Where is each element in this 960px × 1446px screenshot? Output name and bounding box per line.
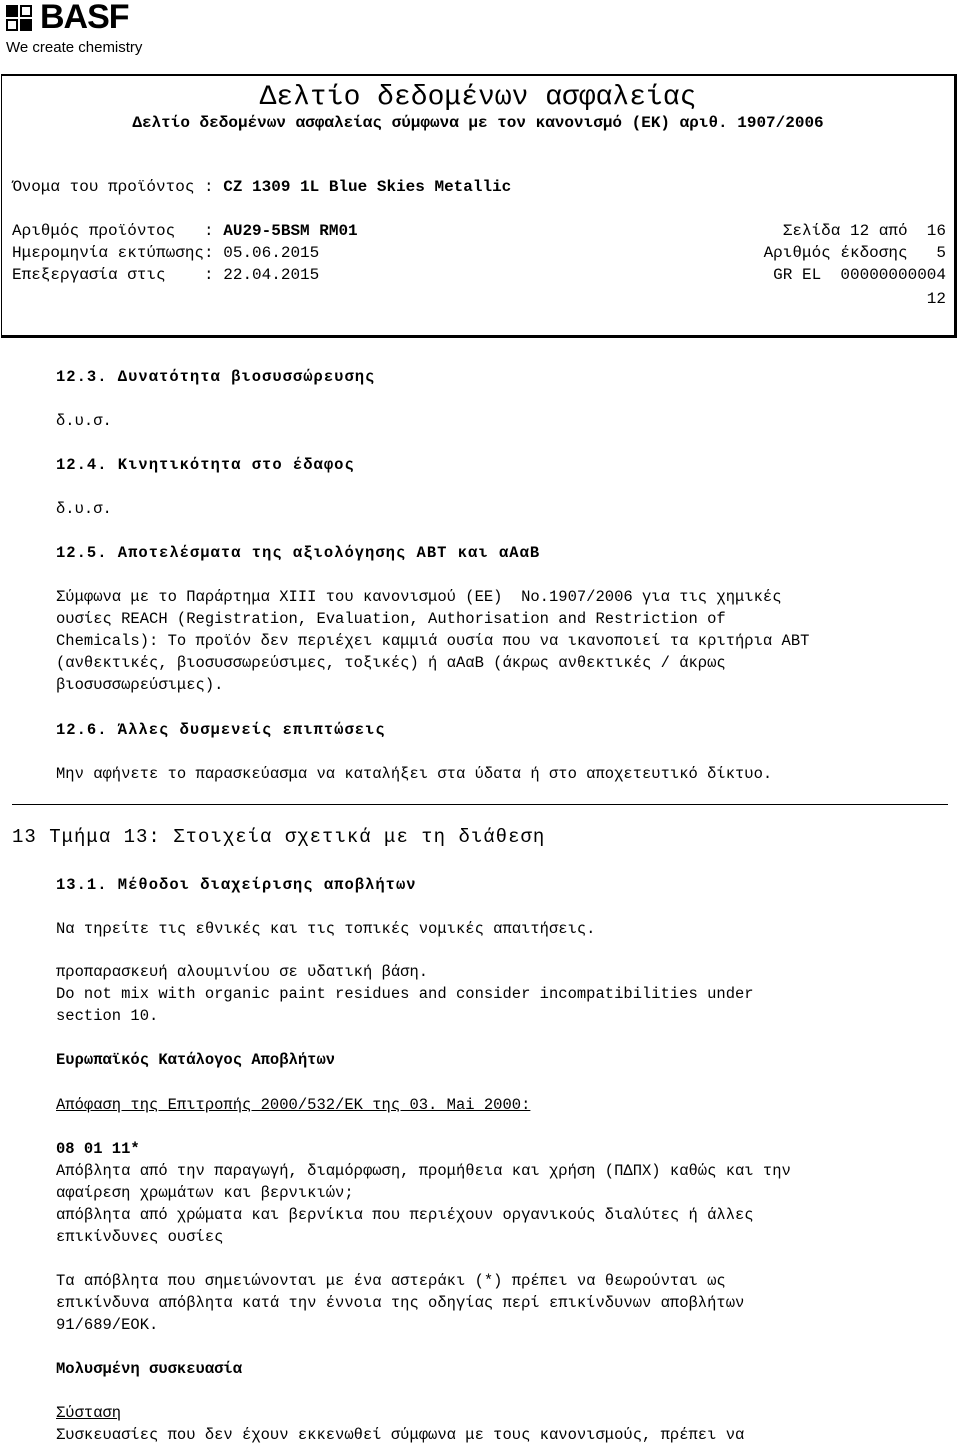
- ewc-line: Απόβλητα από την παραγωγή, διαμόρφωση, προμήθεια και χρήση (ΠΔΠΧ) καθώς και την: [56, 1162, 791, 1180]
- brand-logo: [4, 2, 204, 58]
- packaging-title: Μολυσμένη συσκευασία: [56, 1360, 243, 1378]
- print-date: 05.06.2015: [223, 244, 320, 262]
- section-13-1-line: section 10.: [56, 1007, 159, 1025]
- section-12-5-line: (ανθεκτικές, βιοσυσσωρεύσιμες, τοξικές) ή αΑαΒ (άκρως ανθεκτικές / άκρως: [56, 654, 726, 672]
- section-12-5-line: Chemicals): Το προϊόν δεν περιέχει καμμιά ουσία που να ικανοποιεί τα κριτήρια ΑΒΤ: [56, 632, 810, 650]
- section-12-4-text: δ.υ.σ.: [56, 500, 112, 518]
- document-header: [1, 74, 957, 338]
- section-13-1-text: Να τηρείτε τις εθνικές και τις τοπικές νομικές απαιτήσεις.: [56, 920, 596, 938]
- print-date-label: Ημερομηνία εκτύπωσης:: [12, 244, 224, 262]
- ewc-line: επικίνδυνες ουσίες: [56, 1228, 224, 1246]
- product-name-label: Όνομα του προϊόντος :: [12, 178, 224, 196]
- product-number-label: Αριθμός προϊόντος :: [12, 222, 224, 240]
- section-12-5-line: ουσίες REACH (Registration, Evaluation, Authorisation and Restriction of: [56, 610, 726, 628]
- document-code: GR EL 00000000004: [773, 266, 946, 284]
- section-12-3-text: δ.υ.σ.: [56, 412, 112, 430]
- section-12-4-title: 12.4. Κινητικότητα στο έδαφος: [56, 456, 355, 474]
- document-subtitle: Δελτίο δεδομένων ασφαλείας σύμφωνα με τον κανονισμό (ΕΚ) αριθ. 1907/2006: [132, 114, 824, 132]
- document-title: Δελτίο δεδομένων ασφαλείας: [259, 82, 697, 113]
- section-12-5-title: 12.5. Αποτελέσματα της αξιολόγησης ΑΒΤ και αΑαΒ: [56, 544, 541, 562]
- product-name-row: [12, 178, 946, 196]
- recommendation-text: Συσκευασίες που δεν έχουν εκκενωθεί σύμφωνα με τους κανονισμούς, πρέπει να: [56, 1426, 745, 1444]
- ewc-title: Ευρωπαϊκός Κατάλογος Αποβλήτων: [56, 1051, 336, 1069]
- section-13-1-line: Do not mix with organic paint residues and consider incompatibilities under: [56, 985, 754, 1003]
- product-number: AU29-5BSM RM01: [223, 222, 358, 240]
- hazard-note-line: 91/689/ΕΟΚ.: [56, 1316, 159, 1334]
- section-13-1-title: 13.1. Μέθοδοι διαχείρισης αποβλήτων: [56, 876, 417, 894]
- revision-date: 22.04.2015: [223, 266, 320, 284]
- section-divider: [12, 804, 948, 805]
- recommendation-label: Σύσταση: [56, 1404, 122, 1422]
- hazard-note-line: Τα απόβλητα που σημειώνονται με ένα αστεράκι (*) πρέπει να θεωρούνται ως: [56, 1272, 726, 1290]
- page-number: Σελίδα 12 από 16: [782, 222, 946, 240]
- section-13-1-line: προπαρασκευή αλουμινίου σε υδατική βάση.: [56, 963, 429, 981]
- revision-date-label: Επεξεργασία στις :: [12, 266, 224, 284]
- section-13-title: 13 Τμήμα 13: Στοιχεία σχετικά με τη διάθεση: [12, 826, 546, 848]
- ewc-line: αφαίρεση χρωμάτων και βερνικιών;: [56, 1184, 354, 1202]
- section-12-6-title: 12.6. Άλλες δυσμενείς επιπτώσεις: [56, 721, 386, 739]
- hazard-note-line: επικίνδυνα απόβλητα κατά την έννοια της οδηγίας περί επικίνδυνων αποβλήτων: [56, 1294, 745, 1312]
- document-code-suffix: 12: [926, 290, 946, 308]
- product-name: CZ 1309 1L Blue Skies Metallic: [223, 178, 512, 196]
- version-number: Αριθμός έκδοσης 5: [763, 244, 946, 262]
- ewc-line: απόβλητα από χρώματα και βερνίκια που περιέχουν οργανικούς διαλύτες ή άλλες: [56, 1206, 754, 1224]
- section-12-5-line: Σύμφωνα με το Παράρτημα XIII του κανονισμού (ΕΕ) No.1907/2006 για τις χημικές: [56, 588, 782, 606]
- brand-name: BASF: [40, 0, 129, 36]
- ewc-code: 08 01 11*: [56, 1140, 140, 1158]
- brand-tagline: We create chemistry: [6, 39, 143, 56]
- basf-logo-icon: [6, 5, 34, 33]
- section-12-6-text: Μην αφήνετε το παρασκεύασμα να καταλήξει στα ύδατα ή στο αποχετευτικό δίκτυο.: [56, 765, 773, 783]
- section-12-3-title: 12.3. Δυνατότητα βιοσυσσώρευσης: [56, 368, 376, 386]
- section-12-5-line: βιοσυσσωρεύσιμες).: [56, 676, 224, 694]
- ewc-decision: Απόφαση της Επιτροπής 2000/532/ΕΚ της 03. Mai 2000:: [56, 1096, 531, 1114]
